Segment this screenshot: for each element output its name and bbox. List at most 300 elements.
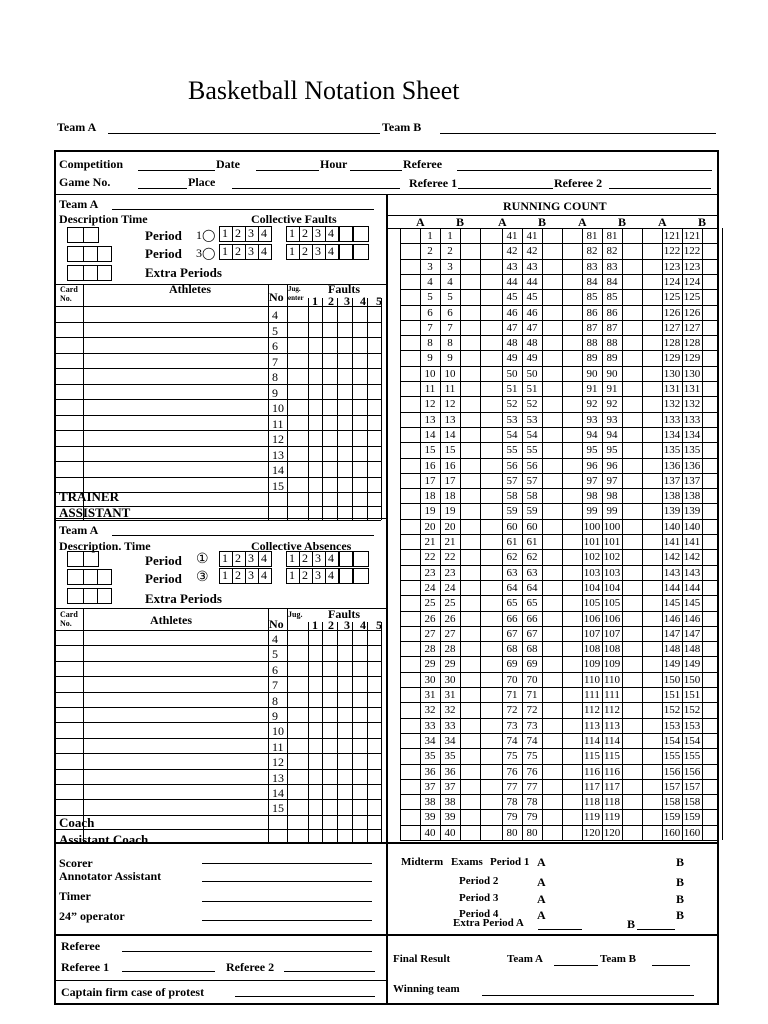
rc-number-b[interactable]: 85	[606, 291, 618, 304]
rc-number-b[interactable]: 157	[683, 780, 701, 793]
rc-number-a[interactable]: 152	[663, 704, 681, 717]
rc-number-b[interactable]: 119	[603, 811, 621, 824]
rc-number-a[interactable]: 70	[506, 673, 518, 686]
rc-number-b[interactable]: 39	[444, 811, 456, 824]
rc-number-b[interactable]: 139	[683, 505, 701, 518]
athlete-name-cell[interactable]	[85, 799, 265, 814]
rc-number-b[interactable]: 94	[606, 428, 618, 441]
hour-field[interactable]	[350, 170, 402, 171]
rc-number-a[interactable]: 59	[506, 505, 518, 518]
rc-number-a[interactable]: 88	[586, 337, 598, 350]
rc-number-a[interactable]: 157	[663, 780, 681, 793]
rc-number-a[interactable]: 96	[586, 459, 598, 472]
game-no-field[interactable]	[138, 188, 187, 189]
rc-number-a[interactable]: 16	[424, 459, 436, 472]
rc-number-b[interactable]: 57	[526, 474, 538, 487]
rc-number-a[interactable]: 135	[663, 444, 681, 457]
athlete-name-cell[interactable]	[85, 322, 265, 338]
rc-number-b[interactable]: 32	[444, 704, 456, 717]
rc-number-b[interactable]: 105	[603, 597, 621, 610]
rc-number-b[interactable]: 134	[683, 428, 701, 441]
rc-number-a[interactable]: 122	[663, 245, 681, 258]
rc-number-b[interactable]: 6	[447, 306, 453, 319]
rc-number-a[interactable]: 47	[506, 321, 518, 334]
rc-number-b[interactable]: 46	[526, 306, 538, 319]
time-box-2[interactable]	[67, 246, 112, 262]
rc-number-a[interactable]: 55	[506, 444, 518, 457]
rc-number-b[interactable]: 49	[526, 352, 538, 365]
rc-number-b[interactable]: 150	[683, 673, 701, 686]
rc-number-b[interactable]: 142	[683, 551, 701, 564]
rc-number-b[interactable]: 122	[683, 245, 701, 258]
rc-number-a[interactable]: 93	[586, 413, 598, 426]
athlete-name-cell[interactable]	[85, 722, 265, 737]
rc-number-a[interactable]: 36	[424, 765, 436, 778]
athlete-name-cell[interactable]	[85, 661, 265, 676]
rc-number-a[interactable]: 4	[427, 275, 433, 288]
rc-number-a[interactable]: 89	[586, 352, 598, 365]
rc-number-a[interactable]: 97	[586, 474, 598, 487]
rc-number-a[interactable]: 17	[424, 474, 436, 487]
rc-number-a[interactable]: 139	[663, 505, 681, 518]
rc-number-b[interactable]: 70	[526, 673, 538, 686]
rc-number-a[interactable]: 40	[424, 826, 436, 839]
rc-number-a[interactable]: 54	[506, 428, 518, 441]
rc-number-a[interactable]: 116	[583, 765, 601, 778]
rc-number-a[interactable]: 79	[506, 811, 518, 824]
rc-number-b[interactable]: 141	[683, 536, 701, 548]
rc-number-b[interactable]: 86	[606, 306, 618, 319]
collective-box[interactable]	[339, 226, 353, 242]
rc-number-b[interactable]: 16	[444, 459, 456, 472]
rc-number-b[interactable]: 75	[526, 750, 538, 763]
rc-number-a[interactable]: 43	[506, 260, 518, 273]
athlete-name-cell[interactable]	[85, 738, 265, 753]
rc-number-b[interactable]: 1	[447, 230, 453, 242]
rc-number-a[interactable]: 29	[424, 658, 436, 671]
rc-number-b[interactable]: 72	[526, 704, 538, 717]
rc-number-a[interactable]: 37	[424, 780, 436, 793]
rc-number-a[interactable]: 30	[424, 673, 436, 686]
rc-number-b[interactable]: 83	[606, 260, 618, 273]
team-a-line[interactable]	[108, 133, 380, 134]
rc-number-b[interactable]: 143	[683, 566, 701, 579]
athlete-name-cell[interactable]	[85, 645, 265, 660]
rc-number-b[interactable]: 30	[444, 673, 456, 686]
rc-number-a[interactable]: 141	[663, 536, 681, 548]
time-box-3[interactable]	[67, 265, 112, 281]
rc-number-b[interactable]: 88	[606, 337, 618, 350]
place-field[interactable]	[232, 188, 400, 189]
rc-number-a[interactable]: 5	[427, 291, 433, 304]
rc-number-b[interactable]: 4	[447, 275, 453, 288]
rc-number-b[interactable]: 74	[526, 734, 538, 747]
rc-number-b[interactable]: 48	[526, 337, 538, 350]
rc-number-a[interactable]: 107	[583, 627, 601, 640]
rc-number-a[interactable]: 76	[506, 765, 518, 778]
rc-number-a[interactable]: 102	[583, 551, 601, 564]
rc-number-a[interactable]: 117	[583, 780, 601, 793]
rc-number-b[interactable]: 147	[683, 627, 701, 640]
rc-number-b[interactable]: 52	[526, 398, 538, 411]
rc-number-b[interactable]: 108	[603, 643, 621, 656]
scorer-field[interactable]	[202, 863, 372, 864]
rc-number-a[interactable]: 84	[586, 275, 598, 288]
collective-box[interactable]	[353, 551, 369, 567]
rc-number-b[interactable]: 92	[606, 398, 618, 411]
referee1-bottom-field[interactable]	[122, 971, 215, 972]
rc-number-b[interactable]: 95	[606, 444, 618, 457]
captain-field[interactable]	[235, 996, 375, 997]
rc-number-b[interactable]: 113	[603, 719, 621, 732]
rc-number-a[interactable]: 123	[663, 260, 681, 273]
rc-number-a[interactable]: 26	[424, 612, 436, 625]
rc-number-b[interactable]: 103	[603, 566, 621, 579]
rc-number-a[interactable]: 125	[663, 291, 681, 304]
rc-number-b[interactable]: 55	[526, 444, 538, 457]
rc-number-b[interactable]: 71	[526, 689, 538, 701]
rc-number-a[interactable]: 69	[506, 658, 518, 671]
athlete-name-cell[interactable]	[85, 368, 265, 384]
rc-number-a[interactable]: 80	[506, 826, 518, 839]
rc-number-a[interactable]: 73	[506, 719, 518, 732]
rc-number-a[interactable]: 6	[427, 306, 433, 319]
rc-number-a[interactable]: 52	[506, 398, 518, 411]
rc-number-b[interactable]: 131	[683, 383, 701, 395]
rc-number-a[interactable]: 142	[663, 551, 681, 564]
athlete-name-cell[interactable]	[85, 784, 265, 799]
rc-number-b[interactable]: 5	[447, 291, 453, 304]
rc-number-b[interactable]: 109	[603, 658, 621, 671]
rc-number-a[interactable]: 105	[583, 597, 601, 610]
rc-number-a[interactable]: 60	[506, 520, 518, 533]
rc-number-b[interactable]: 149	[683, 658, 701, 671]
rc-number-a[interactable]: 3	[427, 260, 433, 273]
rc-number-a[interactable]: 160	[663, 826, 681, 839]
rc-number-b[interactable]: 65	[526, 597, 538, 610]
rc-number-b[interactable]: 44	[526, 275, 538, 288]
rc-number-b[interactable]: 27	[444, 627, 456, 640]
rc-number-a[interactable]: 61	[506, 536, 518, 548]
rc-number-b[interactable]: 144	[683, 581, 701, 594]
athlete-name-cell[interactable]	[85, 384, 265, 400]
rc-number-b[interactable]: 145	[683, 597, 701, 610]
rc-number-b[interactable]: 90	[606, 367, 618, 380]
rc-number-a[interactable]: 144	[663, 581, 681, 594]
rc-number-a[interactable]: 19	[424, 505, 436, 518]
rc-number-b[interactable]: 148	[683, 643, 701, 656]
rc-number-b[interactable]: 80	[526, 826, 538, 839]
final-team-a-field[interactable]	[554, 965, 598, 966]
rc-number-b[interactable]: 59	[526, 505, 538, 518]
rc-number-b[interactable]: 93	[606, 413, 618, 426]
rc-number-a[interactable]: 32	[424, 704, 436, 717]
rc-number-a[interactable]: 130	[663, 367, 681, 380]
rc-number-a[interactable]: 51	[506, 383, 518, 395]
rc-number-a[interactable]: 154	[663, 734, 681, 747]
rc-number-b[interactable]: 54	[526, 428, 538, 441]
rc-number-a[interactable]: 42	[506, 245, 518, 258]
rc-number-a[interactable]: 147	[663, 627, 681, 640]
rc-number-b[interactable]: 114	[603, 734, 621, 747]
rc-number-a[interactable]: 127	[663, 321, 681, 334]
rc-number-a[interactable]: 156	[663, 765, 681, 778]
rc-number-b[interactable]: 7	[447, 321, 453, 334]
rc-number-b[interactable]: 17	[444, 474, 456, 487]
rc-number-b[interactable]: 135	[683, 444, 701, 457]
rc-number-b[interactable]: 106	[603, 612, 621, 625]
athlete-name-cell[interactable]	[85, 353, 265, 369]
rc-number-b[interactable]: 60	[526, 520, 538, 533]
rc-number-b[interactable]: 40	[444, 826, 456, 839]
rc-number-a[interactable]: 159	[663, 811, 681, 824]
referee2-field[interactable]	[609, 188, 711, 189]
extra-b-field[interactable]	[637, 929, 675, 930]
athlete-name-cell[interactable]	[85, 753, 265, 768]
rc-number-a[interactable]: 78	[506, 796, 518, 809]
rc-number-b[interactable]: 96	[606, 459, 618, 472]
rc-number-b[interactable]: 22	[444, 551, 456, 564]
rc-number-b[interactable]: 110	[603, 673, 621, 686]
rc-number-a[interactable]: 48	[506, 337, 518, 350]
rc-number-a[interactable]: 2	[427, 245, 433, 258]
rc-number-b[interactable]: 117	[603, 780, 621, 793]
rc-number-a[interactable]: 124	[663, 275, 681, 288]
rc-number-b[interactable]: 2	[447, 245, 453, 258]
team-b-block-field[interactable]	[112, 535, 374, 536]
athlete-name-cell[interactable]	[85, 337, 265, 353]
annotator-field[interactable]	[202, 881, 372, 882]
rc-number-a[interactable]: 121	[663, 230, 681, 242]
rc-number-b[interactable]: 15	[444, 444, 456, 457]
rc-number-a[interactable]: 63	[506, 566, 518, 579]
rc-number-b[interactable]: 10	[444, 367, 456, 380]
rc-number-a[interactable]: 38	[424, 796, 436, 809]
rc-number-b[interactable]: 11	[444, 383, 456, 395]
rc-number-b[interactable]: 66	[526, 612, 538, 625]
referee-field[interactable]	[457, 170, 712, 171]
rc-number-a[interactable]: 92	[586, 398, 598, 411]
rc-number-a[interactable]: 134	[663, 428, 681, 441]
rc-number-b[interactable]: 63	[526, 566, 538, 579]
rc-number-b[interactable]: 116	[603, 765, 621, 778]
rc-number-a[interactable]: 41	[506, 230, 518, 242]
rc-number-b[interactable]: 58	[526, 490, 538, 503]
rc-number-a[interactable]: 71	[506, 689, 518, 701]
rc-number-a[interactable]: 114	[583, 734, 601, 747]
rc-number-a[interactable]: 65	[506, 597, 518, 610]
athlete-name-cell[interactable]	[85, 707, 265, 722]
rc-number-a[interactable]: 111	[584, 689, 600, 701]
rc-number-a[interactable]: 91	[586, 383, 598, 395]
athlete-name-cell[interactable]	[85, 461, 265, 477]
rc-number-b[interactable]: 78	[526, 796, 538, 809]
rc-number-b[interactable]: 89	[606, 352, 618, 365]
rc-number-a[interactable]: 15	[424, 444, 436, 457]
rc-number-b[interactable]: 151	[683, 689, 701, 701]
rc-number-b[interactable]: 81	[606, 230, 618, 242]
rc-number-b[interactable]: 42	[526, 245, 538, 258]
athlete-name-cell[interactable]	[85, 630, 265, 645]
date-field[interactable]	[256, 170, 319, 171]
rc-number-b[interactable]: 20	[444, 520, 456, 533]
rc-number-b[interactable]: 154	[683, 734, 701, 747]
referee-bottom-field[interactable]	[122, 951, 372, 952]
rc-number-b[interactable]: 50	[526, 367, 538, 380]
competition-field[interactable]	[138, 170, 215, 171]
rc-number-b[interactable]: 146	[683, 612, 701, 625]
rc-number-b[interactable]: 47	[526, 321, 538, 334]
rc-number-a[interactable]: 74	[506, 734, 518, 747]
rc-number-a[interactable]: 1	[427, 230, 433, 242]
collective-box[interactable]	[339, 568, 353, 584]
rc-number-b[interactable]: 91	[606, 383, 618, 395]
rc-number-a[interactable]: 109	[583, 658, 601, 671]
rc-number-b[interactable]: 152	[683, 704, 701, 717]
rc-number-b[interactable]: 14	[444, 428, 456, 441]
rc-number-a[interactable]: 94	[586, 428, 598, 441]
rc-number-a[interactable]: 39	[424, 811, 436, 824]
extra-a-field[interactable]	[538, 929, 582, 930]
rc-number-a[interactable]: 155	[663, 750, 681, 763]
rc-number-b[interactable]: 115	[603, 750, 621, 763]
rc-number-a[interactable]: 86	[586, 306, 598, 319]
rc-number-a[interactable]: 75	[506, 750, 518, 763]
rc-number-a[interactable]: 136	[663, 459, 681, 472]
rc-number-b[interactable]: 140	[683, 520, 701, 533]
rc-number-b[interactable]: 79	[526, 811, 538, 824]
winning-team-field[interactable]	[482, 995, 694, 996]
rc-number-a[interactable]: 148	[663, 643, 681, 656]
rc-number-a[interactable]: 108	[583, 643, 601, 656]
rc-number-a[interactable]: 140	[663, 520, 681, 533]
rc-number-b[interactable]: 158	[683, 796, 701, 809]
rc-number-b[interactable]: 87	[606, 321, 618, 334]
rc-number-a[interactable]: 67	[506, 627, 518, 640]
rc-number-b[interactable]: 38	[444, 796, 456, 809]
rc-number-a[interactable]: 132	[663, 398, 681, 411]
rc-number-a[interactable]: 21	[424, 536, 436, 548]
rc-number-a[interactable]: 126	[663, 306, 681, 319]
rc-number-b[interactable]: 21	[444, 536, 456, 548]
collective-box[interactable]	[353, 568, 369, 584]
rc-number-a[interactable]: 118	[583, 796, 601, 809]
operator-field[interactable]	[202, 920, 372, 921]
rc-number-a[interactable]: 18	[424, 490, 436, 503]
rc-number-a[interactable]: 133	[663, 413, 681, 426]
rc-number-a[interactable]: 10	[424, 367, 436, 380]
rc-number-b[interactable]: 125	[683, 291, 701, 304]
rc-number-b[interactable]: 118	[603, 796, 621, 809]
rc-number-b[interactable]: 111	[604, 689, 620, 701]
rc-number-a[interactable]: 7	[427, 321, 433, 334]
rc-number-a[interactable]: 64	[506, 581, 518, 594]
rc-number-b[interactable]: 159	[683, 811, 701, 824]
rc-number-b[interactable]: 132	[683, 398, 701, 411]
team-b-line[interactable]	[440, 133, 716, 134]
rc-number-b[interactable]: 156	[683, 765, 701, 778]
rc-number-b[interactable]: 31	[444, 689, 456, 701]
rc-number-a[interactable]: 12	[424, 398, 436, 411]
rc-number-a[interactable]: 45	[506, 291, 518, 304]
rc-number-a[interactable]: 106	[583, 612, 601, 625]
rc-number-a[interactable]: 33	[424, 719, 436, 732]
rc-number-b[interactable]: 13	[444, 413, 456, 426]
rc-number-a[interactable]: 120	[583, 826, 601, 839]
rc-number-b[interactable]: 124	[683, 275, 701, 288]
rc-number-a[interactable]: 11	[424, 383, 436, 395]
athlete-name-cell[interactable]	[85, 692, 265, 707]
rc-number-a[interactable]: 44	[506, 275, 518, 288]
rc-number-b[interactable]: 138	[683, 490, 701, 503]
rc-number-a[interactable]: 24	[424, 581, 436, 594]
rc-number-a[interactable]: 100	[583, 520, 601, 533]
rc-number-b[interactable]: 23	[444, 566, 456, 579]
rc-number-b[interactable]: 61	[526, 536, 538, 548]
timer-field[interactable]	[202, 901, 372, 902]
rc-number-a[interactable]: 9	[427, 352, 433, 365]
rc-number-a[interactable]: 150	[663, 673, 681, 686]
rc-number-b[interactable]: 24	[444, 581, 456, 594]
rc-number-b[interactable]: 41	[526, 230, 538, 242]
time-box-b2[interactable]	[67, 569, 112, 585]
rc-number-b[interactable]: 69	[526, 658, 538, 671]
rc-number-a[interactable]: 149	[663, 658, 681, 671]
rc-number-a[interactable]: 27	[424, 627, 436, 640]
rc-number-a[interactable]: 128	[663, 337, 681, 350]
rc-number-b[interactable]: 100	[603, 520, 621, 533]
rc-number-a[interactable]: 35	[424, 750, 436, 763]
rc-number-b[interactable]: 128	[683, 337, 701, 350]
rc-number-b[interactable]: 84	[606, 275, 618, 288]
rc-number-a[interactable]: 68	[506, 643, 518, 656]
rc-number-b[interactable]: 136	[683, 459, 701, 472]
rc-number-a[interactable]: 66	[506, 612, 518, 625]
athlete-name-cell[interactable]	[85, 676, 265, 691]
rc-number-b[interactable]: 126	[683, 306, 701, 319]
rc-number-a[interactable]: 81	[586, 230, 598, 242]
rc-number-a[interactable]: 119	[583, 811, 601, 824]
rc-number-b[interactable]: 33	[444, 719, 456, 732]
rc-number-b[interactable]: 73	[526, 719, 538, 732]
rc-number-b[interactable]: 12	[444, 398, 456, 411]
collective-box[interactable]	[353, 244, 369, 260]
rc-number-a[interactable]: 85	[586, 291, 598, 304]
rc-number-b[interactable]: 53	[526, 413, 538, 426]
rc-number-a[interactable]: 103	[583, 566, 601, 579]
rc-number-a[interactable]: 151	[663, 689, 681, 701]
rc-number-b[interactable]: 98	[606, 490, 618, 503]
rc-number-a[interactable]: 99	[586, 505, 598, 518]
collective-box[interactable]	[339, 244, 353, 260]
rc-number-b[interactable]: 26	[444, 612, 456, 625]
rc-number-a[interactable]: 22	[424, 551, 436, 564]
rc-number-b[interactable]: 56	[526, 459, 538, 472]
rc-number-b[interactable]: 82	[606, 245, 618, 258]
rc-number-a[interactable]: 95	[586, 444, 598, 457]
rc-number-a[interactable]: 112	[583, 704, 601, 717]
rc-number-b[interactable]: 101	[603, 536, 621, 548]
rc-number-a[interactable]: 77	[506, 780, 518, 793]
rc-number-b[interactable]: 28	[444, 643, 456, 656]
rc-number-b[interactable]: 67	[526, 627, 538, 640]
rc-number-b[interactable]: 29	[444, 658, 456, 671]
rc-number-b[interactable]: 19	[444, 505, 456, 518]
rc-number-a[interactable]: 138	[663, 490, 681, 503]
rc-number-b[interactable]: 137	[683, 474, 701, 487]
rc-number-a[interactable]: 115	[583, 750, 601, 763]
rc-number-a[interactable]: 53	[506, 413, 518, 426]
